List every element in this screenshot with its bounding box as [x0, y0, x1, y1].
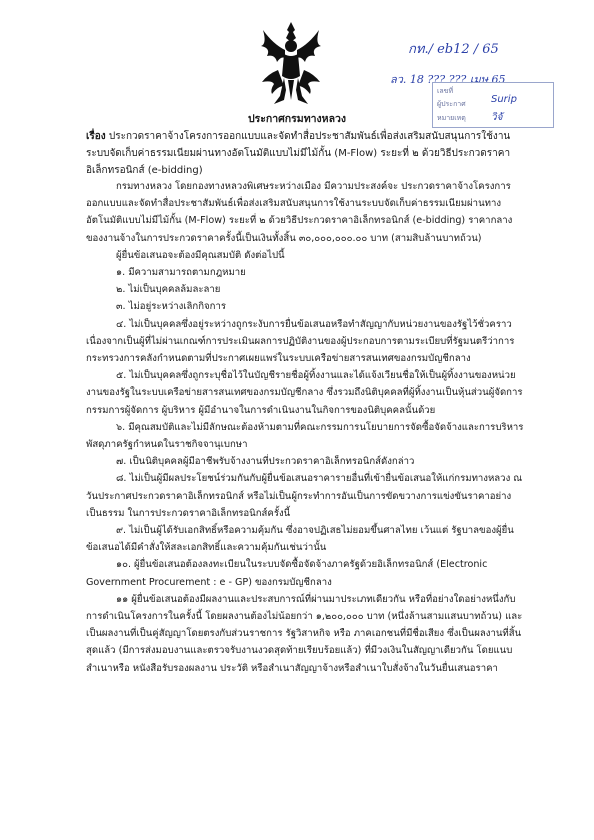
stamp-signature-2: วิจั	[491, 112, 503, 123]
qualification-item-7: ๗. เป็นนิติบุคคลผู้มีอาชีพรับจ้างงานที่ประกวดราคาอิเล็กทรอนิกส์ดังกล่าว	[116, 456, 415, 468]
qualification-heading: ผู้ยื่นข้อเสนอจะต้องมีคุณสมบัติ ดังต่อไปนี้	[116, 249, 285, 261]
qualification-item-4: ๔. ไม่เป็นบุคคลซึ่งอยู่ระหว่างถูกระงับการยื่นข้อเสนอหรือทำสัญญากับหน่วยงานของรัฐไว้ชั่วคราว เนื่องจากเป็นผู้ที่ไม่ผ่านเกณฑ์การประเมินผลการปฏิบัติงานของผู้ประกอบการตามระเบียบที่รัฐมนตรีว่าการกระทรวงการคลังกำหนดตามที่ประกาศเผยแพร่ในระบบเครือข่ายสารสนเทศของกรมบัญชีกลาง	[86, 318, 515, 365]
qualification-item-5: ๕. ไม่เป็นบุคคลซึ่งถูกระบุชื่อไว้ในบัญชีรายชื่อผู้ทิ้งงานและได้แจ้งเวียนชื่อให้เป็นผู้ทิ้งงานของหน่วยงานของรัฐในระบบเครือข่ายสารสนเทศของกรมบัญชีกลาง ซึ่งรวมถึงนิติบุคคลที่ผู้ทิ้งงานเป็นหุ้นส่วนผู้จัดการ กรรมการผู้จัดการ ผู้บริหาร ผู้มีอำนาจในการดำเนินงานในกิจการของนิติบุคคลนั้นด้วย	[86, 370, 523, 416]
qualification-item-3: ๓. ไม่อยู่ระหว่างเลิกกิจการ	[116, 301, 227, 313]
handwritten-reference: กท./ eb12 / 65	[408, 42, 499, 57]
stamp-signature-1: Surip	[491, 94, 517, 105]
document-title: ประกาศกรมทางหลวง	[247, 113, 347, 125]
document-subject	[86, 128, 526, 179]
stamp-line-number: เลขที่	[437, 87, 454, 95]
garuda-emblem-icon	[254, 20, 328, 108]
qualification-item-10: ๑๐. ผู้ยื่นข้อเสนอต้องลงทะเบียนในระบบจัดซื้อจัดจ้างภาครัฐด้วยอิเล็กทรอนิกส์ (Electronic Government Procurement : e - GP) ของกรมบัญชีกลาง	[86, 559, 488, 588]
qualification-item-6: ๖. มีคุณสมบัติและไม่มีลักษณะต้องห้ามตามที่คณะกรรมการนโยบายการจัดซื้อจัดจ้างและการบริหารพัสดุภาครัฐกำหนดในราชกิจจานุเบกษา	[86, 421, 524, 451]
stamp-line-announcer: ผู้ประกาศ	[437, 100, 466, 108]
document-body	[86, 178, 526, 677]
intro-paragraph: กรมทางหลวง โดยกองทางหลวงพิเศษระหว่างเมือง มีความประสงค์จะ ประกวดราคาจ้างโครงการออกแบบและจัดทำสื่อประชาสัมพันธ์เพื่อส่งเสริมสนับสนุนการใช้งานระบบจัดเก็บค่าธรรมเนียมผ่านทางอัตโนมัติแบบไม่มีไม้กั้น (M-Flow) ระยะที่ ๒ ด้วยวิธีประกวดราคาอิเล็กทรอนิกส์ (e-bidding) ราคากลางของงานจ้างในการประกวดราคาครั้งนี้เป็นเงินทั้งสิ้น ๓๐,๐๐๐,๐๐๐.๐๐ บาท (สามสิบล้านบาทถ้วน)	[86, 181, 513, 244]
handwritten-date: ลว. 18 ??? ??? เมษ 65	[390, 73, 506, 86]
qualification-item-2: ๒. ไม่เป็นบุคคลล้มละลาย	[116, 284, 221, 296]
stamp-line-remark: หมายเหตุ	[437, 114, 466, 122]
qualification-item-1: ๑. มีความสามารถตามกฎหมาย	[116, 267, 246, 279]
subject-label: เรื่อง	[86, 131, 106, 142]
qualification-item-8: ๘. ไม่เป็นผู้มีผลประโยชน์ร่วมกันกับผู้ยื่นข้อเสนอราคารายอื่นที่เข้ายื่นข้อเสนอให้แก่กรมทางหลวง ณ วันประกาศประกวดราคาอิเล็กทรอนิกส์ หรือไม่เป็นผู้กระทำการอันเป็นการขัดขวางการแข่งขันราคาอย่างเป็นธรรม ในการประกวดราคาอิเล็กทรอนิกส์ครั้งนี้	[86, 473, 523, 519]
qualification-item-9: ๙. ไม่เป็นผู้ได้รับเอกสิทธิ์หรือความคุ้มกัน ซึ่งอาจปฏิเสธไม่ยอมขึ้นศาลไทย เว้นแต่ รัฐบาลของผู้ยื่นข้อเสนอได้มีคำสั่งให้สละเอกสิทธิ์และความคุ้มกันเช่นว่านั้น	[86, 525, 514, 554]
qualification-item-11: ๑๑ ผู้ยื่นข้อเสนอต้องมีผลงานและประสบการณ์ที่ผ่านมาประเภทเดียวกัน หรือที่อย่างใดอย่างหนึ่งกับการดำเนินโครงการในครั้งนี้ โดยผลงานต้องไม่น้อยกว่า ๑,๒๐๐,๐๐๐ บาท (หนึ่งล้านสามแสนบาทถ้วน) และเป็นผลงานที่เป็นคู่สัญญาโดยตรงกับส่วนราชการ รัฐวิสาหกิจ หรือ ภาคเอกชนที่มีชื่อเสียง ซึ่งเป็นผลงานที่สิ้นสุดแล้ว (มีการส่งมอบงานและตรวจรับงานงวดสุดท้ายเรียบร้อยแล้ว) ที่มีวงเงินในสัญญาเดียวกัน โดยแนบสำเนาหรือ หนังสือรับรองผลงาน ประวัติ หรือสำเนาสัญญาจ้างหรือสำเนาใบสั่งจ้างในวันยื่นเสนอราคา	[86, 593, 523, 674]
subject-text: ประกวดราคาจ้างโครงการออกแบบและจัดทำสื่อประชาสัมพันธ์เพื่อส่งเสริมสนับสนุนการใช้งานระบบจัดเก็บค่าธรรมเนียมผ่านทางอัตโนมัติแบบไม่มีไม้กั้น (M-Flow) ระยะที่ ๒ ด้วยวิธีประกวดราคาอิเล็กทรอนิกส์ (e-bidding)	[86, 131, 511, 176]
